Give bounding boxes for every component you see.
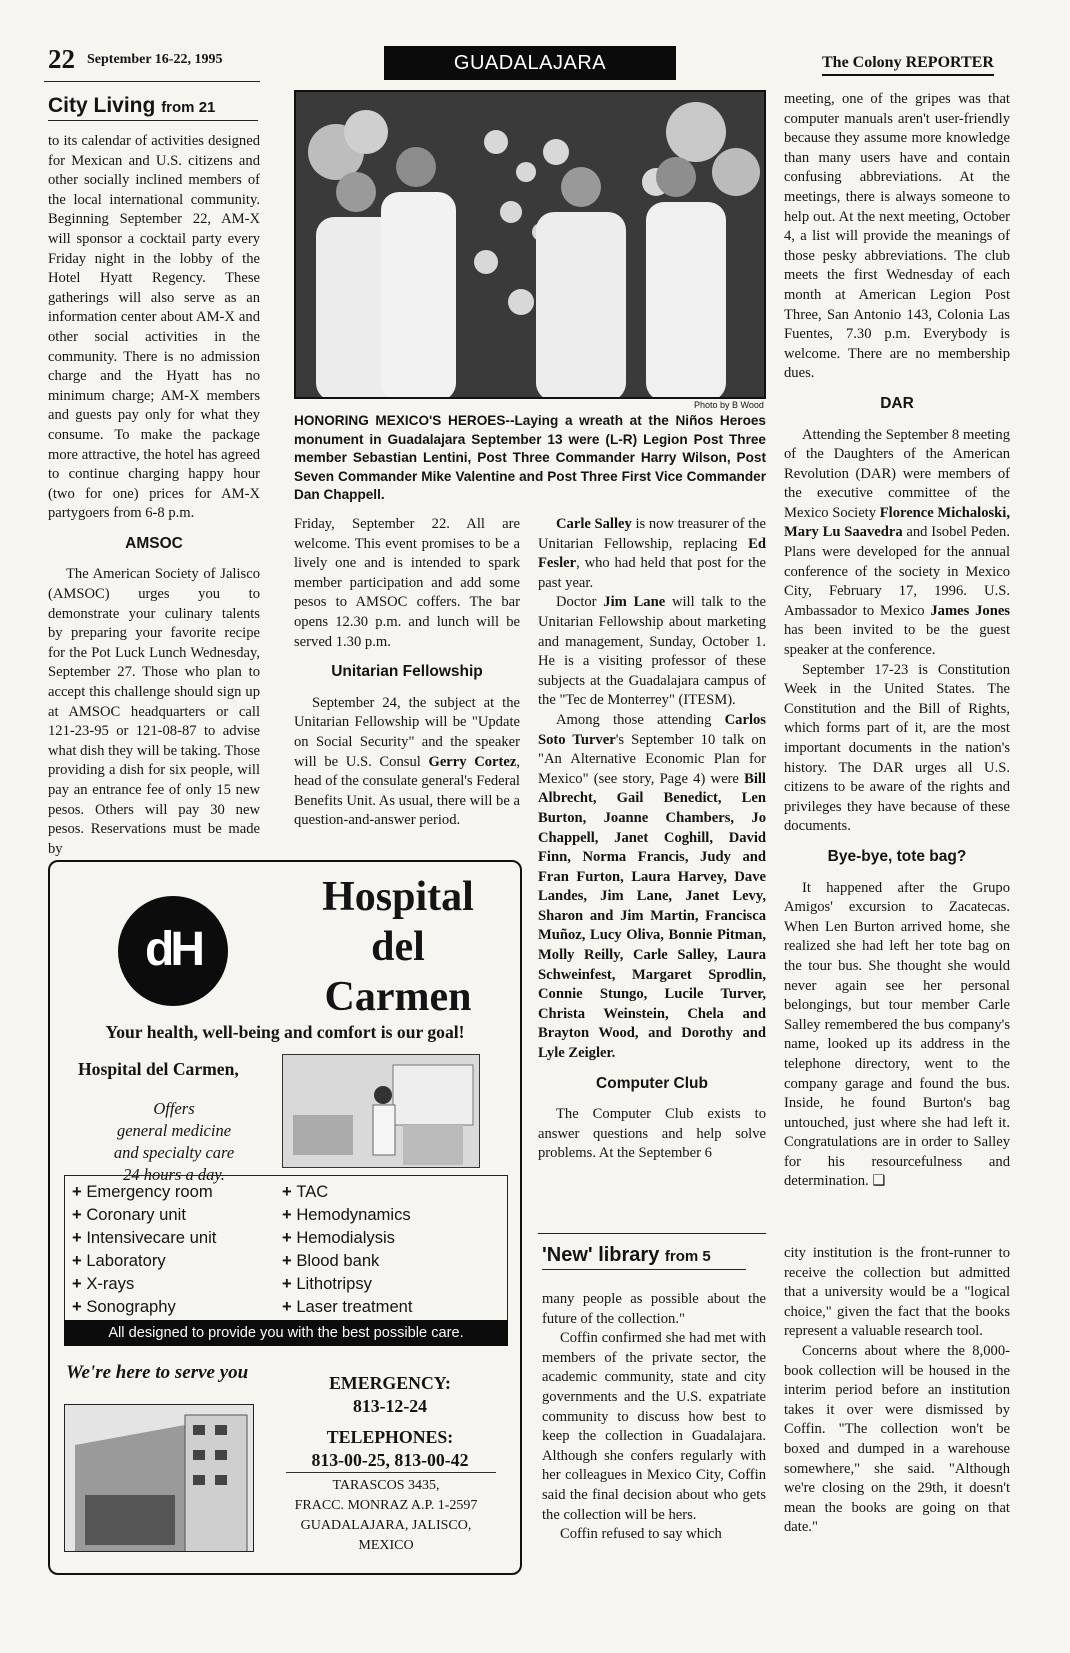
- address-line-2: FRACC. MONRAZ A.P. 1-2597: [294, 1498, 478, 1513]
- contact-block: [276, 1372, 504, 1472]
- service-blood-bank: + Blood bank: [282, 1249, 413, 1272]
- library-paragraph-3: Coffin refused to say which: [560, 1526, 722, 1543]
- service-emergency-room: + Emergency room: [72, 1180, 216, 1203]
- unitarian-heading: Unitarian Fellowship: [331, 663, 483, 681]
- service-lithotripsy: + Lithotripsy: [282, 1272, 413, 1295]
- service-laboratory: + Laboratory: [72, 1249, 216, 1272]
- city-living-headline: [48, 94, 258, 121]
- offers-line-4: 24 hours a day.: [123, 1165, 225, 1184]
- hospital-logo-text: dH: [145, 923, 201, 976]
- library-jump: from 5: [664, 1248, 711, 1265]
- telephone-numbers: 813-00-25, 813-00-42: [311, 1450, 469, 1470]
- care-banner: All designed to provide you with the best possible care.: [64, 1320, 508, 1346]
- hospital-address: [266, 1476, 506, 1556]
- column-2: [294, 515, 520, 831]
- heroes-photo: [294, 90, 766, 399]
- offers-line-3: and specialty care: [113, 1143, 235, 1162]
- lane-name: Jim Lane: [603, 594, 666, 611]
- address-line-1: TARASCOS 3435,: [332, 1478, 440, 1493]
- service-hemodialysis: + Hemodialysis: [282, 1226, 413, 1249]
- emergency-phone: 813-12-24: [352, 1396, 428, 1416]
- hospital-subname: Hospital del Carmen,: [78, 1059, 239, 1079]
- hospital-ad: [48, 860, 522, 1575]
- end-mark-icon: ❑: [872, 1173, 886, 1190]
- computer-club-paragraph: The Computer Club exists to answer questions and help solve problems. At the September 6: [538, 1106, 766, 1162]
- ambassador-name: James Jones: [930, 602, 1010, 619]
- city-living-title: City Living: [48, 94, 156, 117]
- service-laser-treatment: + Laser treatment: [282, 1295, 413, 1318]
- attendees-paragraph: [538, 711, 766, 1064]
- column-3: [538, 515, 766, 1164]
- hospital-offers: [78, 1098, 270, 1186]
- library-paragraph-4: city institution is the front-runner to receive the collection but admitted that a university would be a "logical choice," given the fact that the books represent a valuable research tool.: [784, 1245, 1010, 1340]
- tote-bag-paragraph: [784, 879, 1010, 1193]
- service-coronary-unit: + Coronary unit: [72, 1203, 216, 1226]
- emergency-label: EMERGENCY:: [329, 1373, 451, 1393]
- unitarian-paragraph: [294, 694, 520, 831]
- dar-text-a: Attending the September 8 meeting of the Daughters of the American Revolution (DAR) were members of the executive committee of the Mexico Society: [784, 426, 1010, 521]
- dar-member-names: Florence Michaloski, Mary Lu Saavedra: [784, 504, 1010, 541]
- photo-illustration: [296, 92, 766, 399]
- computer-club-heading: Computer Club: [596, 1074, 708, 1092]
- hospital-name-1: Hospital: [322, 874, 474, 920]
- soto-text: 's September 10 talk on "An Alternative Economic Plan for Mexico" (see story, Page 4) were: [538, 731, 766, 787]
- library-paragraph-1: many people as possible about the future of the collection.": [542, 1291, 766, 1327]
- hospital-room-photo: [282, 1054, 480, 1168]
- section-banner: GUADALAJARA: [384, 46, 676, 80]
- unitarian-text: September 24, the subject at the Unitarian Fellowship will be "Update on Social Security" and the speaker will be U.S. Consul: [294, 694, 520, 770]
- offers-line-1: Offers: [153, 1099, 195, 1118]
- library-column-2: [784, 1244, 1010, 1538]
- column-1: [48, 132, 260, 859]
- dar-heading: DAR: [880, 394, 914, 412]
- consul-name: Gerry Cortez: [428, 753, 517, 770]
- lane-prefix: Doctor: [556, 594, 604, 611]
- city-living-jump: from 21: [161, 99, 216, 116]
- services-left: [72, 1180, 216, 1318]
- paper-name: The Colony REPORTER: [822, 54, 994, 76]
- hospital-name: [298, 872, 498, 1022]
- address-line-4: MEXICO: [358, 1538, 414, 1553]
- address-line-3: GUADALAJARA, JALISCO,: [300, 1518, 472, 1533]
- amsoc-continued: Friday, September 22. All are welcome. This event promises to be a lively one and is intended to spark member participation and add some pesos to AMSOC coffers. The bar opens 12.30 p.m. and lunch will be served 1.30 p.m.: [294, 516, 520, 650]
- issue-date: September 16-22, 1995: [87, 52, 223, 67]
- service-tac: + TAC: [282, 1180, 413, 1203]
- amsoc-paragraph: The American Society of Jalisco (AMSOC) urges you to demonstrate your culinary talents by preparing your favorite recipe for the Pot Luck Lunch Wednesday, September 27. Those who plan to accept this challenge should sign up at AMSOC headquarters or call 121-23-95 or 121-08-87 to advise what dish they will be taking. Those providing a dish for six people, will pay an entrance fee of only 15 new pesos. Others will pay 30 new pesos. Reservations must be made by: [48, 566, 260, 857]
- salley-text: is now treasurer of the Unitarian Fellowship, replacing: [538, 516, 767, 552]
- column-4: [784, 90, 1010, 1192]
- soto-name: Carlos Soto Turver: [538, 711, 766, 748]
- service-hemodynamics: + Hemodynamics: [282, 1203, 413, 1226]
- fesler-name: Ed Fesler: [538, 535, 766, 572]
- lane-paragraph: [538, 593, 766, 711]
- address-rule: [286, 1472, 496, 1473]
- computer-club-continued: meeting, one of the gripes was that computer manuals aren't user-friendly because they assume more knowledge than many users have and contain confusing abbreviations. At the meetings, there is always someone to help out. At the next meeting, October 4, a list will provide the meanings of those pesky abbreviations. The club meets the first Wednesday of each month at American Legion Post Three, San Antonio 143, Colonia Las Fuentes, 7.30 p.m. Everybody is welcome. There are no membership dues.: [784, 91, 1010, 382]
- services-right: [282, 1180, 413, 1318]
- amsoc-heading: AMSOC: [125, 534, 183, 552]
- salley-name: Carle Salley: [556, 516, 632, 532]
- dar-text-b: and Isobel Peden. Plans were developed for the annual conference of the society in Mexico City, February 17, 1996. U.S. Ambassador to Mexico: [784, 524, 1010, 619]
- service-x-rays: + X-rays: [72, 1272, 216, 1295]
- header-rule: [44, 81, 260, 82]
- salley-paragraph: [538, 515, 766, 593]
- hospital-logo-icon: [118, 896, 228, 1006]
- city-living-paragraph: to its calendar of activities designed for Mexican and U.S. citizens and other socially inclined members of the local international community. Beginning September 22, AM-X will sponsor a cocktail party every Friday night in the lobby of the Hotel Hyatt Regency. These gatherings will also serve as an information center about AM-X and other social activities in the community. There is no admission charge and the Hyatt has no minimum charge; AM-X members and guests pay only for what they consume. To make the package more attractive, the hotel has agreed to continue charging happy hour (two for one) prices for AM-X partygoers from 6-8 p.m.: [48, 133, 260, 522]
- hospital-name-3: Carmen: [324, 974, 472, 1020]
- library-rule: [538, 1233, 766, 1234]
- dar-paragraph-2: September 17-23 is Constitution Week in the United States. The Constitution and the Bill of Rights, which forms part of it, are the most important documents in the nation's history. The DAR urges all U.S. citizens to be aware of the rights and privileges they have because of these documents.: [784, 661, 1010, 835]
- hospital-slogan: Your health, well-being and comfort is our goal!: [105, 1022, 465, 1042]
- soto-prefix: Among those attending: [556, 711, 725, 728]
- salley-text-end: , who had held that post for the past year.: [538, 555, 766, 591]
- photo-caption: HONORING MEXICO'S HEROES--Laying a wreath at the Niños Heroes monument in Guadalajara September 13 were (L-R) Legion Post Three member Sebastian Lentini, Post Three Commander Harry Wilson, Post Seven Commander Mike Valentine and Post Three First Vice Commander Dan Chappell.: [294, 413, 766, 503]
- telephones-label: TELEPHONES:: [326, 1427, 454, 1447]
- attendee-names: Bill Albrecht, Gail Benedict, Len Burton, Joanne Chambers, Jo Chappell, Janet Coghill, David Finn, Norma Francis, Judy and Fran Furton, Laura Harvey, Dave Landes, Jim Lane, Janet Levy, Sharon and Jim Martin, Francisca Muñoz, Lucy Oliva, Bonnie Pitman, Molly Reilly, Carle Salley, Laura Schweinfest, Margaret Sprodlin, Connie Stungo, Lucile Turver, Christa Weinstein, Chela and Brayton Wood, and Dorothy and Lyle Zeigler.: [538, 770, 766, 1062]
- dar-paragraph-1: [784, 426, 1010, 661]
- service-intensive-care: + Intensivecare unit: [72, 1226, 216, 1249]
- serve-tagline: We're here to serve you: [66, 1362, 249, 1383]
- room-illustration: [283, 1055, 480, 1168]
- library-column-1: [542, 1290, 766, 1545]
- hospital-building-photo: [64, 1404, 254, 1552]
- unitarian-text-end: , head of the consulate general's Federal Benefits Unit. As usual, there will be a question-and-answer period.: [294, 753, 521, 829]
- dar-text-c: has been invited to be the guest speaker at the conference.: [784, 622, 1010, 659]
- page-number: 22: [48, 44, 75, 74]
- tote-bag-text: It happened after the Grupo Amigos' excursion to Zacatecas. When Len Burton arrived home, she realized she had left her tote bag on the tour bus. She thought she would never again see her personal belongings, but tour member Carle Salley remembered the bus company's name, looked up its address in the telephone directory, went to the company garage and found the bus. Inside, he found Burton's bag untouched, just where she had left it. Congratulations are in order to Salley for his resourcefulness and determination.: [784, 879, 1010, 1190]
- library-paragraph-5: Concerns about where the 8,000-book collection will be housed in the interim period before an institution takes it over were dismissed by Coffin. "The collection won't be boxed and dumped in a warehouse somewhere," she said. "Although we're closing on the 29th, it doesn't mean the books are going on that date.": [784, 1342, 1010, 1536]
- hospital-name-2: del: [371, 924, 425, 970]
- photo-credit: Photo by B Wood: [694, 400, 764, 410]
- service-sonography: + Sonography: [72, 1295, 216, 1318]
- library-paragraph-2: Coffin confirmed she had met with members of the private sector, the academic community, state and city governments and the U.S. expatriate community to discuss how best to keep the collection in Guadalajara. Although she confers regularly with her colleagues in Mexico City, Coffin said the final decision about who gets the collection will be hers.: [542, 1330, 766, 1523]
- offers-line-2: general medicine: [116, 1121, 232, 1140]
- lane-text: will talk to the Unitarian Fellowship about marketing and management, Sunday, October 1. He is a visiting professor of these subjects at the Guadalajara campus of the "Tec de Monterrey" (ITESM).: [538, 594, 766, 709]
- library-title: 'New' library: [542, 1244, 660, 1266]
- tote-bag-heading: Bye-bye, tote bag?: [827, 847, 967, 865]
- building-illustration: [65, 1405, 254, 1552]
- library-headline: [542, 1244, 746, 1270]
